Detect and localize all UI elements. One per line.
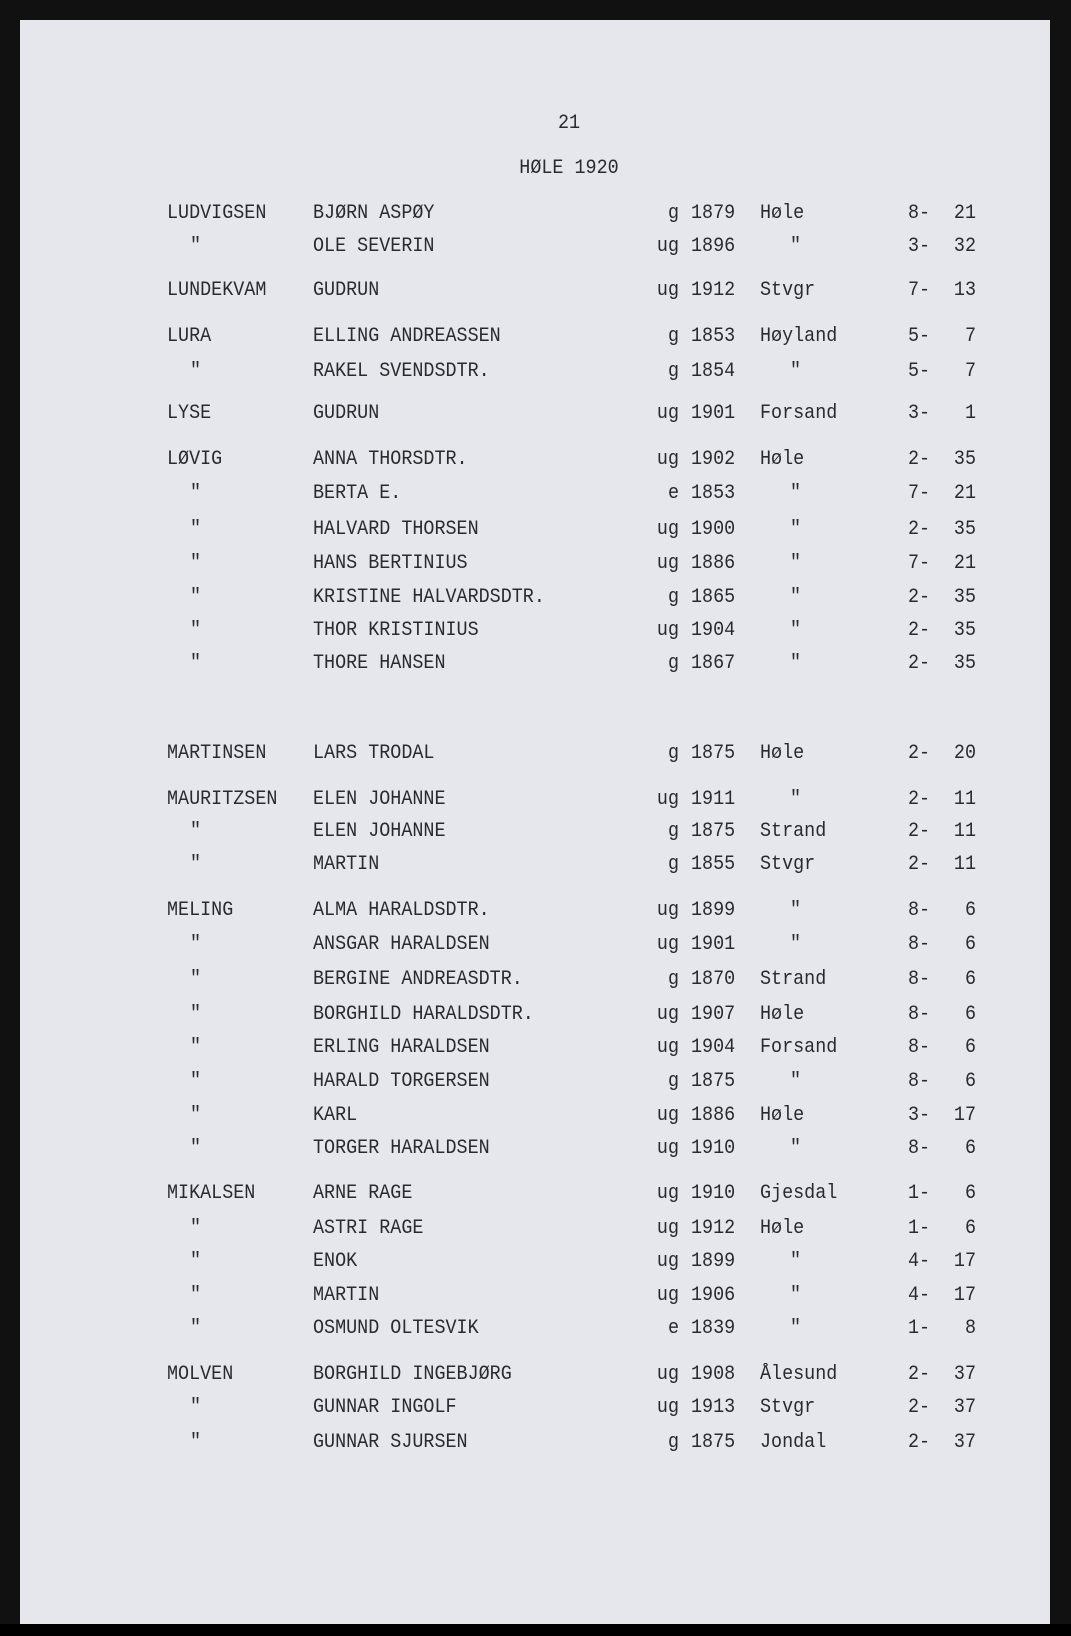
cell-b: 11 xyxy=(953,820,976,843)
cell-status: g xyxy=(667,360,679,383)
cell-surname: " xyxy=(190,586,202,609)
cell-status: ug xyxy=(656,235,679,258)
cell-a: 1- xyxy=(908,1217,931,1240)
cell-surname: MOLVEN xyxy=(167,1363,234,1386)
cell-year: 1875 xyxy=(691,1431,736,1454)
cell-surname: " xyxy=(190,1396,202,1419)
cell-surname: MARTINSEN xyxy=(167,742,267,765)
cell-place: Stvgr xyxy=(760,279,816,302)
cell-status: ug xyxy=(656,279,679,302)
cell-given: ASTRI RAGE xyxy=(313,1217,424,1240)
cell-b: 6 xyxy=(964,899,976,922)
cell-year: 1839 xyxy=(691,1317,736,1340)
cell-a: 8- xyxy=(908,1070,931,1093)
cell-year: 1853 xyxy=(691,325,736,348)
cell-b: 6 xyxy=(964,1036,976,1059)
cell-place: Høle xyxy=(760,1104,805,1127)
cell-b: 35 xyxy=(953,619,976,642)
cell-status: g xyxy=(667,1431,679,1454)
cell-surname: " xyxy=(190,518,202,541)
cell-b: 17 xyxy=(953,1104,976,1127)
cell-a: 3- xyxy=(908,402,931,425)
cell-place: Høle xyxy=(760,1217,805,1240)
cell-status: ug xyxy=(656,518,679,541)
cell-surname: LUNDEKVAM xyxy=(167,279,267,302)
cell-surname: " xyxy=(190,360,202,383)
cell-place: " xyxy=(790,518,802,541)
cell-year: 1912 xyxy=(691,279,736,302)
cell-surname: " xyxy=(190,1431,202,1454)
cell-year: 1853 xyxy=(691,482,736,505)
cell-place: " xyxy=(790,933,802,956)
cell-b: 17 xyxy=(953,1284,976,1307)
cell-status: e xyxy=(667,482,679,505)
cell-place: " xyxy=(790,482,802,505)
cell-b: 6 xyxy=(964,1070,976,1093)
cell-year: 1875 xyxy=(691,742,736,765)
cell-a: 2- xyxy=(908,652,931,675)
cell-place: " xyxy=(790,1070,802,1093)
cell-given: HARALD TORGERSEN xyxy=(313,1070,490,1093)
cell-surname: " xyxy=(190,1217,202,1240)
cell-year: 1870 xyxy=(691,968,736,991)
cell-place: " xyxy=(790,899,802,922)
cell-a: 7- xyxy=(908,552,931,575)
cell-surname: " xyxy=(190,1317,202,1340)
cell-given: HALVARD THORSEN xyxy=(313,518,479,541)
cell-year: 1854 xyxy=(691,360,736,383)
cell-surname: LØVIG xyxy=(167,448,223,471)
cell-a: 2- xyxy=(908,518,931,541)
cell-given: KARL xyxy=(313,1104,358,1127)
cell-place: Forsand xyxy=(760,1036,838,1059)
cell-status: ug xyxy=(656,1284,679,1307)
cell-a: 3- xyxy=(908,1104,931,1127)
cell-place: Høle xyxy=(760,742,805,765)
cell-b: 6 xyxy=(964,1003,976,1026)
cell-a: 2- xyxy=(908,742,931,765)
cell-surname: " xyxy=(190,1036,202,1059)
cell-b: 6 xyxy=(964,1217,976,1240)
cell-b: 6 xyxy=(964,1137,976,1160)
page-number: 21 xyxy=(557,112,581,135)
cell-given: BORGHILD HARALDSDTR. xyxy=(313,1003,534,1026)
cell-year: 1901 xyxy=(691,933,736,956)
cell-given: KRISTINE HALVARDSDTR. xyxy=(313,586,545,609)
cell-given: OSMUND OLTESVIK xyxy=(313,1317,479,1340)
cell-b: 11 xyxy=(953,788,976,811)
cell-surname: " xyxy=(190,1070,202,1093)
cell-status: ug xyxy=(656,1217,679,1240)
cell-given: ELEN JOHANNE xyxy=(313,788,446,811)
cell-surname: " xyxy=(190,1003,202,1026)
cell-place: " xyxy=(790,1284,802,1307)
cell-a: 1- xyxy=(908,1317,931,1340)
cell-surname: LYSE xyxy=(167,402,212,425)
cell-year: 1911 xyxy=(691,788,736,811)
cell-year: 1886 xyxy=(691,552,736,575)
cell-given: GUNNAR INGOLF xyxy=(313,1396,457,1419)
cell-year: 1865 xyxy=(691,586,736,609)
cell-year: 1855 xyxy=(691,853,736,876)
cell-status: ug xyxy=(656,552,679,575)
cell-status: g xyxy=(667,325,679,348)
cell-surname: " xyxy=(190,482,202,505)
cell-b: 35 xyxy=(953,652,976,675)
cell-year: 1899 xyxy=(691,899,736,922)
cell-b: 35 xyxy=(953,586,976,609)
cell-place: Ålesund xyxy=(760,1363,838,1386)
cell-a: 8- xyxy=(908,968,931,991)
cell-given: THOR KRISTINIUS xyxy=(313,619,479,642)
cell-given: ENOK xyxy=(313,1250,358,1273)
cell-a: 1- xyxy=(908,1182,931,1205)
cell-place: " xyxy=(790,360,802,383)
cell-status: ug xyxy=(656,788,679,811)
cell-a: 2- xyxy=(908,448,931,471)
cell-year: 1913 xyxy=(691,1396,736,1419)
cell-b: 7 xyxy=(964,360,976,383)
cell-surname: " xyxy=(190,552,202,575)
cell-place: Høle xyxy=(760,448,805,471)
cell-b: 6 xyxy=(964,933,976,956)
cell-year: 1912 xyxy=(691,1217,736,1240)
cell-place: Stvgr xyxy=(760,1396,816,1419)
cell-year: 1908 xyxy=(691,1363,736,1386)
cell-year: 1901 xyxy=(691,402,736,425)
cell-given: BERTA E. xyxy=(313,482,402,505)
cell-a: 7- xyxy=(908,279,931,302)
cell-place: " xyxy=(790,652,802,675)
cell-place: Gjesdal xyxy=(760,1182,838,1205)
cell-a: 2- xyxy=(908,853,931,876)
cell-given: GUNNAR SJURSEN xyxy=(313,1431,468,1454)
cell-given: ELEN JOHANNE xyxy=(313,820,446,843)
cell-status: g xyxy=(667,202,679,225)
cell-place: " xyxy=(790,1250,802,1273)
cell-a: 5- xyxy=(908,325,931,348)
cell-a: 8- xyxy=(908,1137,931,1160)
cell-place: " xyxy=(790,552,802,575)
cell-given: ERLING HARALDSEN xyxy=(313,1036,490,1059)
cell-status: e xyxy=(667,1317,679,1340)
cell-a: 5- xyxy=(908,360,931,383)
cell-a: 2- xyxy=(908,619,931,642)
cell-status: g xyxy=(667,742,679,765)
cell-a: 4- xyxy=(908,1250,931,1273)
cell-b: 35 xyxy=(953,518,976,541)
cell-b: 32 xyxy=(953,235,976,258)
cell-place: Høyland xyxy=(760,325,838,348)
cell-b: 20 xyxy=(953,742,976,765)
cell-status: ug xyxy=(656,448,679,471)
cell-place: " xyxy=(790,619,802,642)
cell-given: BJØRN ASPØY xyxy=(313,202,435,225)
cell-a: 8- xyxy=(908,899,931,922)
cell-year: 1902 xyxy=(691,448,736,471)
cell-b: 35 xyxy=(953,448,976,471)
cell-given: ANNA THORSDTR. xyxy=(313,448,468,471)
cell-surname: LURA xyxy=(167,325,212,348)
cell-surname: LUDVIGSEN xyxy=(167,202,267,225)
cell-given: ELLING ANDREASSEN xyxy=(313,325,501,348)
cell-status: g xyxy=(667,820,679,843)
cell-year: 1900 xyxy=(691,518,736,541)
cell-a: 2- xyxy=(908,586,931,609)
cell-year: 1910 xyxy=(691,1182,736,1205)
cell-a: 2- xyxy=(908,788,931,811)
cell-place: " xyxy=(790,235,802,258)
cell-surname: " xyxy=(190,968,202,991)
cell-status: ug xyxy=(656,899,679,922)
cell-surname: " xyxy=(190,853,202,876)
cell-surname: " xyxy=(190,652,202,675)
cell-given: HANS BERTINIUS xyxy=(313,552,468,575)
cell-place: Høle xyxy=(760,1003,805,1026)
cell-status: ug xyxy=(656,933,679,956)
cell-year: 1886 xyxy=(691,1104,736,1127)
cell-status: ug xyxy=(656,1003,679,1026)
cell-surname: " xyxy=(190,933,202,956)
cell-place: " xyxy=(790,1137,802,1160)
cell-b: 8 xyxy=(964,1317,976,1340)
cell-given: BERGINE ANDREASDTR. xyxy=(313,968,523,991)
cell-status: ug xyxy=(656,1182,679,1205)
cell-status: ug xyxy=(656,1250,679,1273)
cell-place: Strand xyxy=(760,820,827,843)
cell-year: 1879 xyxy=(691,202,736,225)
cell-a: 8- xyxy=(908,1003,931,1026)
scan-edge xyxy=(0,1624,1071,1636)
cell-place: Høle xyxy=(760,202,805,225)
cell-surname: " xyxy=(190,1250,202,1273)
cell-given: BORGHILD INGEBJØRG xyxy=(313,1363,512,1386)
cell-status: ug xyxy=(656,1104,679,1127)
cell-given: RAKEL SVENDSDTR. xyxy=(313,360,490,383)
cell-given: THORE HANSEN xyxy=(313,652,446,675)
cell-year: 1910 xyxy=(691,1137,736,1160)
cell-place: " xyxy=(790,1317,802,1340)
cell-a: 3- xyxy=(908,235,931,258)
cell-place: " xyxy=(790,586,802,609)
cell-a: 2- xyxy=(908,1396,931,1419)
cell-year: 1867 xyxy=(691,652,736,675)
cell-given: TORGER HARALDSEN xyxy=(313,1137,490,1160)
cell-given: ANSGAR HARALDSEN xyxy=(313,933,490,956)
cell-status: g xyxy=(667,652,679,675)
cell-b: 21 xyxy=(953,202,976,225)
page-title: HØLE 1920 xyxy=(519,157,619,180)
cell-surname: " xyxy=(190,820,202,843)
cell-year: 1904 xyxy=(691,619,736,642)
cell-surname: " xyxy=(190,1284,202,1307)
cell-surname: " xyxy=(190,235,202,258)
cell-b: 6 xyxy=(964,1182,976,1205)
cell-b: 37 xyxy=(953,1363,976,1386)
cell-place: Jondal xyxy=(760,1431,827,1454)
cell-status: ug xyxy=(656,1036,679,1059)
cell-a: 8- xyxy=(908,202,931,225)
cell-b: 17 xyxy=(953,1250,976,1273)
cell-status: ug xyxy=(656,402,679,425)
cell-b: 37 xyxy=(953,1431,976,1454)
cell-a: 2- xyxy=(908,1363,931,1386)
cell-status: g xyxy=(667,1070,679,1093)
cell-status: ug xyxy=(656,1363,679,1386)
cell-status: g xyxy=(667,968,679,991)
cell-b: 13 xyxy=(953,279,976,302)
cell-surname: MIKALSEN xyxy=(167,1182,256,1205)
cell-year: 1907 xyxy=(691,1003,736,1026)
cell-year: 1904 xyxy=(691,1036,736,1059)
cell-given: LARS TRODAL xyxy=(313,742,435,765)
cell-a: 7- xyxy=(908,482,931,505)
cell-status: ug xyxy=(656,619,679,642)
cell-given: ALMA HARALDSDTR. xyxy=(313,899,490,922)
cell-a: 8- xyxy=(908,933,931,956)
cell-a: 2- xyxy=(908,1431,931,1454)
cell-a: 4- xyxy=(908,1284,931,1307)
cell-b: 21 xyxy=(953,482,976,505)
cell-year: 1896 xyxy=(691,235,736,258)
cell-b: 1 xyxy=(964,402,976,425)
cell-a: 2- xyxy=(908,820,931,843)
cell-surname: MAURITZSEN xyxy=(167,788,278,811)
cell-year: 1899 xyxy=(691,1250,736,1273)
cell-status: ug xyxy=(656,1137,679,1160)
cell-given: MARTIN xyxy=(313,853,380,876)
cell-place: " xyxy=(790,788,802,811)
cell-year: 1906 xyxy=(691,1284,736,1307)
cell-status: ug xyxy=(656,1396,679,1419)
cell-place: Strand xyxy=(760,968,827,991)
cell-b: 11 xyxy=(953,853,976,876)
cell-given: MARTIN xyxy=(313,1284,380,1307)
cell-b: 37 xyxy=(953,1396,976,1419)
cell-surname: " xyxy=(190,1104,202,1127)
cell-surname: " xyxy=(190,619,202,642)
cell-surname: " xyxy=(190,1137,202,1160)
cell-place: Forsand xyxy=(760,402,838,425)
cell-given: OLE SEVERIN xyxy=(313,235,435,258)
cell-given: ARNE RAGE xyxy=(313,1182,413,1205)
cell-given: GUDRUN xyxy=(313,402,380,425)
cell-surname: MELING xyxy=(167,899,234,922)
cell-status: g xyxy=(667,586,679,609)
cell-year: 1875 xyxy=(691,820,736,843)
cell-place: Stvgr xyxy=(760,853,816,876)
cell-given: GUDRUN xyxy=(313,279,380,302)
cell-b: 6 xyxy=(964,968,976,991)
cell-status: g xyxy=(667,853,679,876)
cell-year: 1875 xyxy=(691,1070,736,1093)
cell-a: 8- xyxy=(908,1036,931,1059)
cell-b: 21 xyxy=(953,552,976,575)
cell-b: 7 xyxy=(964,325,976,348)
